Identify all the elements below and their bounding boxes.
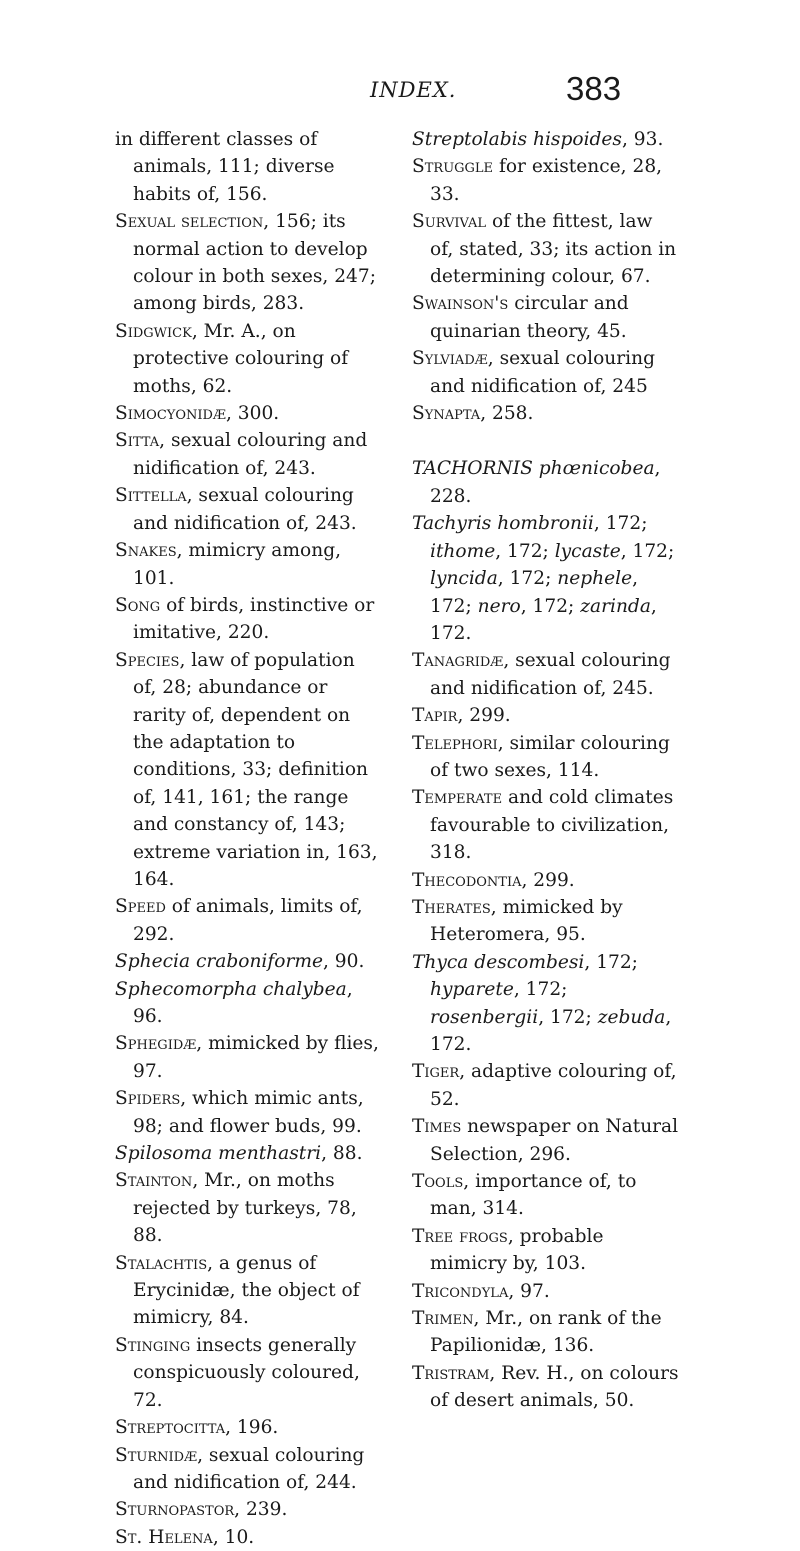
entry-text: , 299. [521,869,575,891]
entry-text: , 239. [234,1499,288,1521]
index-entry [115,318,380,400]
index-entry [412,510,680,647]
entry-text: of birds, instinctive or imitative, 220. [133,594,375,644]
index-entry [115,976,380,1031]
entry-italic-term: zarinda [580,595,651,617]
entry-headword: Simocyonidæ [115,403,226,425]
entry-headword: Tree frogs [412,1225,508,1247]
entry-text: , which mimic ants, 98; and flower buds, 99. [133,1088,364,1137]
entry-headword: Sphegidæ [115,1033,197,1055]
index-entry [115,537,380,592]
entry-headword: Therates [412,896,491,918]
index-entry [115,1140,380,1167]
entry-text: , sexual colouring and nidification of, 243. [133,485,357,534]
index-entry [412,1113,680,1168]
entry-text: in different classes of animals, 111; diverse habits of, 156. [115,129,335,205]
index-entry [412,126,680,153]
entry-text: , sexual colouring and nidification of, 244. [133,1444,365,1493]
index-entry [412,1360,680,1415]
entry-headword: Trimen [412,1308,474,1330]
entry-text: , sexual colouring and nidification of, 245. [430,650,671,699]
entry-headword: Tools [412,1171,464,1193]
entry-italic-headword: TACHORNIS phœnicobea [412,458,655,480]
entry-text: , Rev. H., on colours of desert animals, 50. [430,1362,679,1412]
entry-text: , 172; [430,568,639,617]
entry-headword: Sturnidæ [115,1444,198,1466]
entry-text: , 300. [225,403,280,425]
entry-text: , 172; [584,951,638,973]
entry-text: , 172; [513,979,568,1001]
entry-headword: Tricondyla [412,1280,509,1302]
entry-headword: Streptocitta [115,1417,226,1439]
entry-text: , mimicry among, 101. [133,540,342,589]
entry-headword: Sitta [115,430,160,452]
entry-text: , law of population of, 28; abundance or rarity of, dependent on the adaptation to conditions, 33; definition of, 141, 161; the range and constancy of, 143; extreme variation in, 163, 164. [133,649,378,890]
entry-text: , 97. [508,1280,550,1302]
entry-headword: Sexual selection [115,211,264,233]
entry-headword: Species [115,649,180,671]
index-entry [115,482,380,537]
index-entry [115,400,380,427]
entry-italic-headword: Streptolabis hispoides [412,129,622,150]
entry-text: , 172; [497,568,558,590]
index-entry [412,400,680,427]
index-entry [412,1168,680,1223]
entry-text: , 172. [430,595,657,644]
entry-text: , 228. [430,458,661,507]
index-entry [412,1305,680,1360]
index-entry [412,702,680,729]
entry-text: , Mr., on moths rejected by turkeys, 78, 88. [133,1170,357,1247]
entry-italic-term: nephele [557,568,633,590]
entry-text: , a genus of Erycinidæ, the object of mimicry, 84. [133,1252,360,1329]
index-entry [115,1524,380,1551]
section-gap [412,427,680,455]
entry-headword: Synapta [412,403,481,425]
index-entry [412,208,680,290]
entry-text: newspaper on Natural Selection, 296. [430,1116,679,1165]
index-entry [412,455,680,510]
entry-text: , 299. [457,705,511,727]
entry-text: , importance of, to man, 314. [430,1171,637,1220]
entry-text: circular and quinarian theory, 45. [430,293,629,342]
entry-italic-headword: Sphecia craboniforme [115,951,323,973]
entry-text: , 88. [321,1143,363,1165]
index-entry [115,1030,380,1085]
index-entry [412,647,680,702]
entry-italic-term: hyparete [430,979,514,1001]
entry-text: , 172; [495,540,555,562]
index-entry [115,893,380,948]
entry-text: , probable mimicry by, 103. [430,1225,604,1275]
entry-text: , 93. [621,129,664,150]
index-entry [412,894,680,949]
entry-headword: Temperate [412,787,503,809]
index-entry [412,867,680,894]
entry-headword: Tapir [412,705,458,727]
index-entry [115,208,380,318]
entry-headword: Thecodontia [412,869,522,891]
entry-italic-term: rosenbergii [430,1006,539,1028]
entry-text: , 172; [520,595,581,617]
entry-italic-term: ithome [430,540,496,562]
page-header [0,70,800,118]
entry-text: , 258. [480,403,534,425]
entry-text: insects generally conspicuously coloured, 72. [133,1334,360,1411]
entry-headword: Sidgwick [115,320,192,342]
entry-headword: Stalachtis [115,1252,208,1274]
entry-text: , Mr. A., on protective colouring of moths, 62. [133,320,349,397]
entry-text: , 10. [212,1526,255,1548]
entry-italic-headword: Sphecomorpha chalybea [115,978,347,1000]
entry-text: , mimicked by Heteromera, 95. [430,896,623,946]
entry-headword: Stinging [115,1334,191,1356]
index-entry [412,1223,680,1278]
entry-text: , 90. [322,951,365,973]
index-column-right [412,126,680,1415]
entry-headword: Sturnopastor [115,1499,235,1521]
index-entry [115,1085,380,1140]
entry-italic-headword: Thyca descombesi [412,951,585,973]
index-entry [115,647,380,894]
entry-headword: Survival [412,211,487,233]
entry-text: and cold climates favourable to civilization, 318. [430,787,674,864]
index-entry [412,153,680,208]
index-entry [412,345,680,400]
entry-text: , 196. [225,1417,279,1439]
entry-headword: Speed [115,896,166,918]
entry-text: of the fittest, law of, stated, 33; its action in determining colour, 67. [430,211,677,288]
entry-text: , 172; [620,540,675,562]
entry-headword: Stainton [115,1170,193,1192]
entry-text: , sexual colouring and nidification of, 243. [133,430,368,479]
entry-italic-headword: Spilosoma menthastri [115,1143,322,1165]
entry-headword: Tiger [412,1061,460,1083]
entry-text: , 172; [593,513,648,535]
entry-headword: Tristram [412,1362,490,1384]
entry-headword: Snakes [115,540,177,562]
index-entry [115,948,380,975]
index-entry [412,1058,680,1113]
entry-headword: Sylviadæ [412,348,488,370]
index-entry [115,592,380,647]
entry-text: , similar colouring of two sexes, 114. [430,732,670,781]
index-entry [115,427,380,482]
entry-italic-term: lycaste [554,540,621,562]
entry-text: , adaptive colouring of, 52. [430,1061,677,1110]
entry-text: for existence, 28, 33. [430,156,663,205]
entry-text: of animals, limits of, 292. [133,896,363,945]
index-column-left [115,126,380,1551]
index-entry [115,126,380,208]
entry-italic-term: zebuda [597,1006,666,1028]
entry-headword: Spiders [115,1088,181,1110]
index-entry [412,1278,680,1305]
entry-headword: St. Helena [115,1526,213,1548]
index-entry [115,1167,380,1249]
entry-italic-headword: Tachyris hombronii [412,513,594,535]
entry-text: , 172; [538,1006,598,1028]
entry-headword: Sittella [115,485,187,507]
entry-headword: Tanagridæ [412,650,504,672]
entry-headword: Telephori [412,732,498,754]
running-title: INDEX. [370,78,457,102]
entry-text: , 156; its normal action to develop colour in both sexes, 247; among birds, 283. [133,211,376,315]
entry-headword: Struggle [412,156,494,178]
index-entry [412,290,680,345]
entry-italic-term: lyncida [430,568,498,590]
index-entry [115,1442,380,1497]
entry-headword: Song [115,594,161,616]
index-entry [412,949,680,1059]
index-entry [412,730,680,785]
page-number: 383 [566,70,622,107]
entry-headword: Times [412,1116,462,1138]
index-entry [115,1332,380,1414]
entry-text: , mimicked by flies, 97. [133,1033,379,1082]
index-entry [412,784,680,866]
entry-italic-term: nero [477,595,521,617]
entry-text: , Mr., on rank of the Papilionidæ, 136. [430,1308,662,1357]
entry-text: , sexual colouring and nidification of, 245 [430,348,655,397]
entry-text: , 96. [133,978,353,1027]
index-entry [115,1496,380,1523]
index-entry [115,1414,380,1441]
entry-headword: Swainson's [412,293,509,315]
entry-text: , 172. [430,1006,672,1055]
index-entry [115,1250,380,1332]
